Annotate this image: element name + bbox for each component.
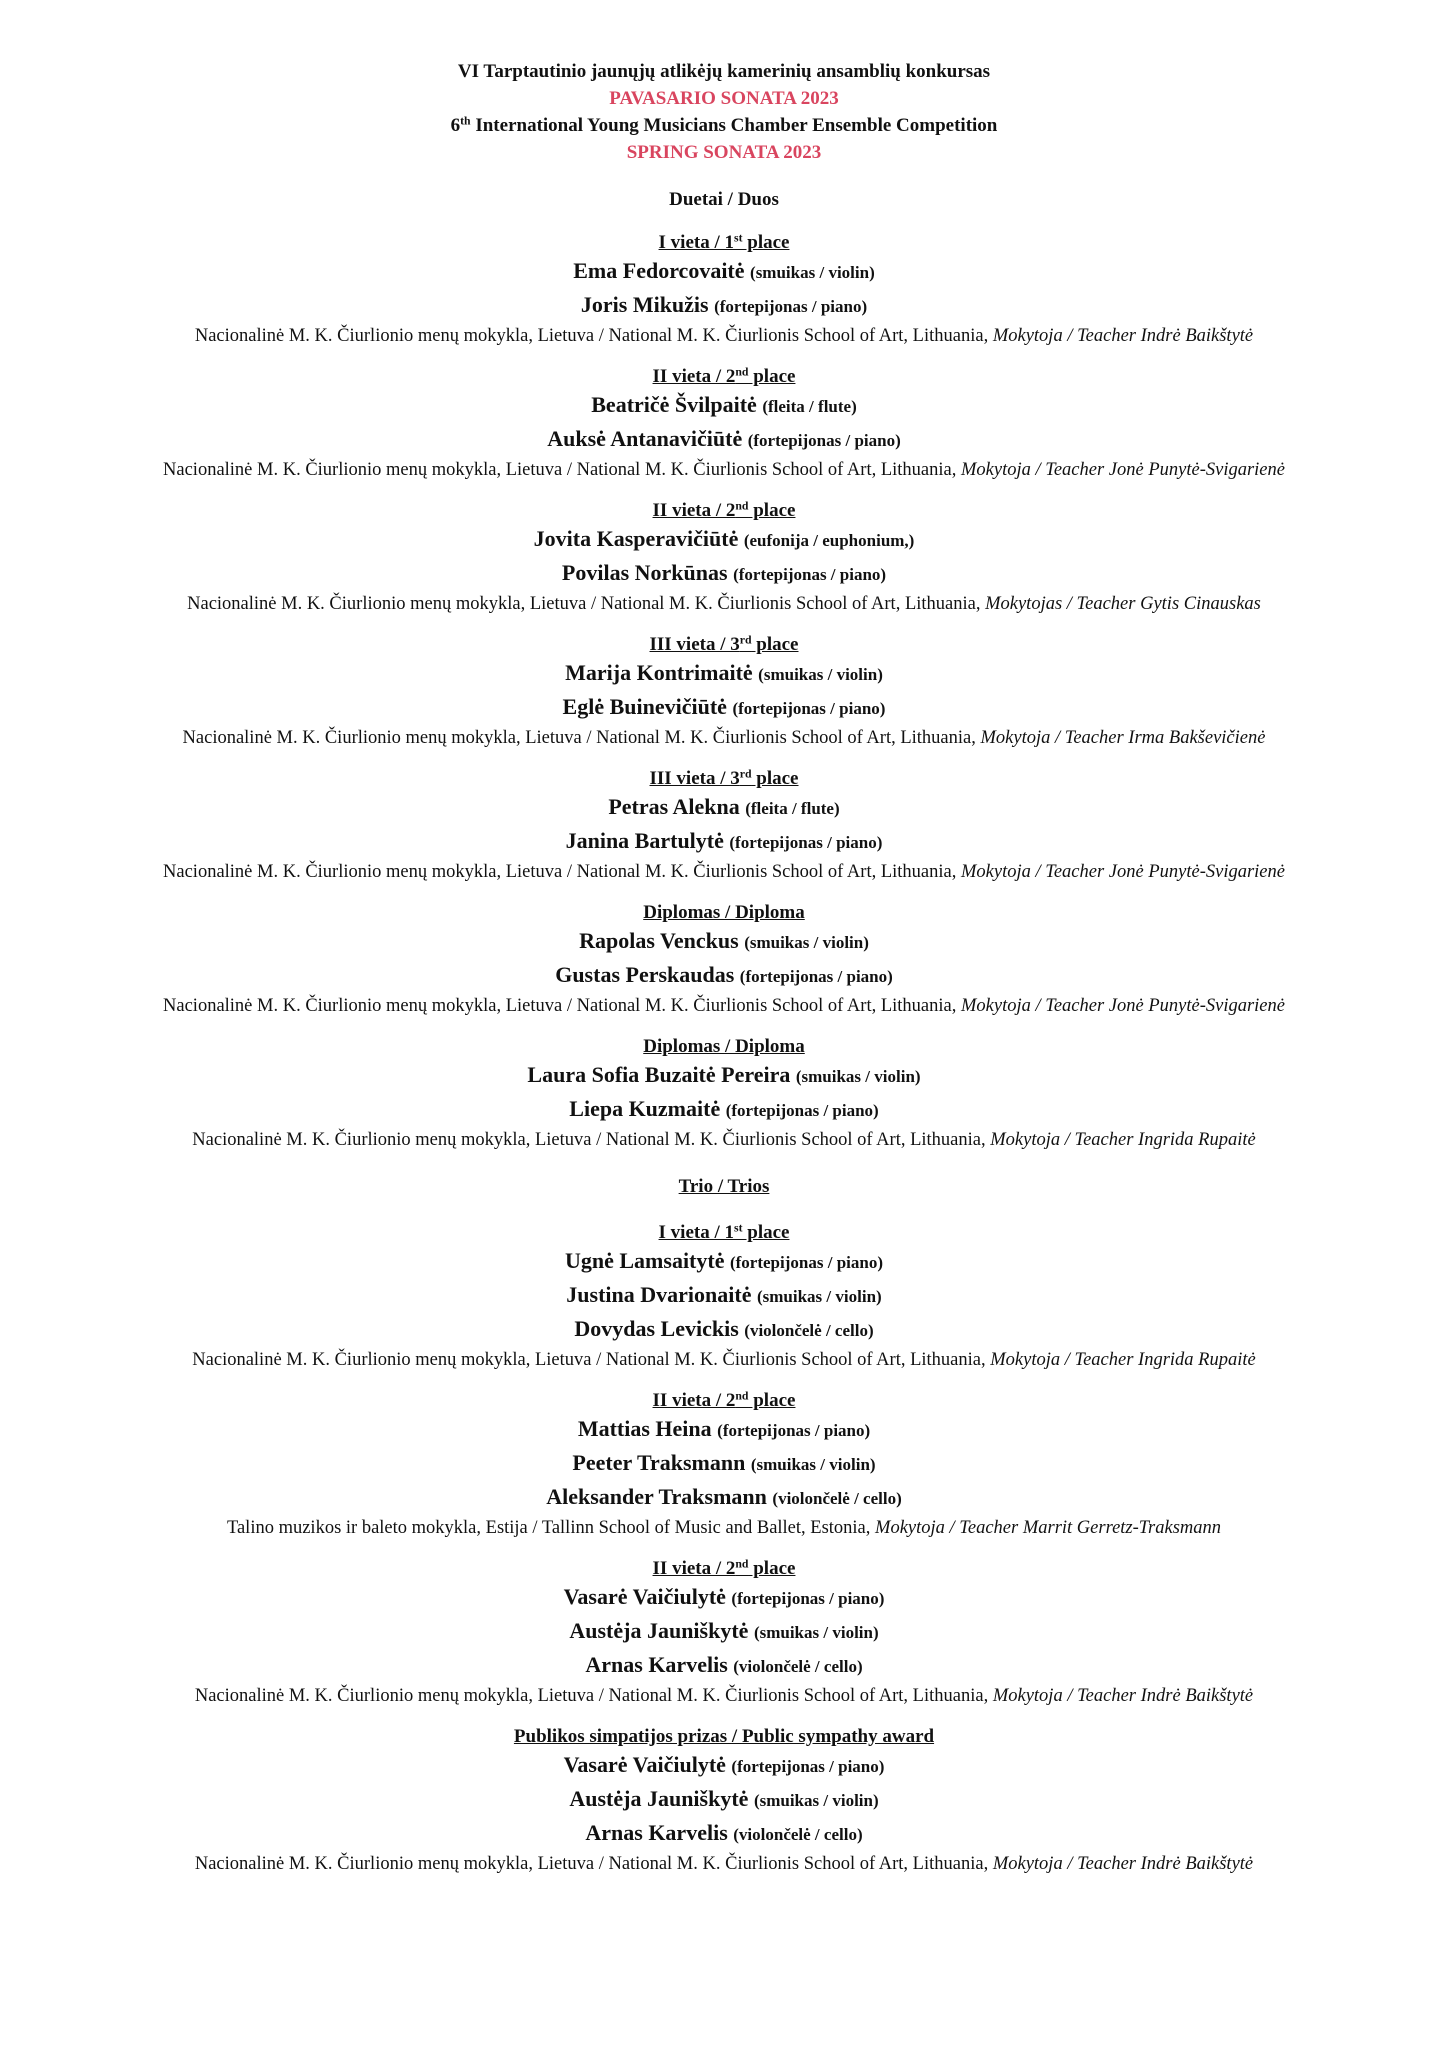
award-group [0,1725,1448,1877]
teacher-name: Mokytojas / Teacher Gytis Cinauskas [985,594,1261,614]
performer-line [0,1481,1448,1515]
teacher-name: Mokytoja / Teacher Ingrida Rupaitė [990,1350,1256,1370]
teacher-name: Mokytoja / Teacher Indrė Baikštytė [992,326,1254,346]
award-group [0,633,1448,751]
performer-line [0,825,1448,859]
award-place-suffix: st [734,231,743,245]
performer-line [0,1245,1448,1279]
performer-instrument: (fortepijonas / piano) [747,431,901,450]
teacher-name: Mokytoja / Teacher Irma Bakševičienė [980,728,1266,748]
school-name: Talino muzikos ir baleto mokykla, Estija / Tallinn School of Music and Ballet, Estonia, [226,1518,871,1538]
performer-name: Povilas Norkūnas [561,560,728,585]
award-group [0,499,1448,617]
award-place-heading [0,633,1448,657]
teacher-name: Mokytoja / Teacher Ingrida Rupaitė [990,1130,1256,1150]
performer-line [0,289,1448,323]
award-place-heading [0,1389,1448,1413]
award-place-word: place [742,1222,790,1243]
school-line [0,591,1448,617]
performer-name: Laura Sofia Buzaitė Pereira [527,1062,791,1087]
performer-instrument: (smuikas / violin) [744,933,869,952]
performer-name: Auksė Antanavičiūtė [547,426,743,451]
award-place-suffix: st [734,1221,743,1235]
award-place-text: II vieta / 2 [652,1390,736,1411]
award-place-word: place [748,366,796,387]
duos-award-list [0,231,1448,1153]
performer-line [0,389,1448,423]
performer-instrument: (violončelė / cello) [733,1825,863,1844]
award-place-word: place [748,1390,796,1411]
award-place-heading [0,499,1448,523]
teacher-name: Mokytoja / Teacher Marrit Gerretz-Traksmann [875,1518,1222,1538]
performer-name: Rapolas Venckus [579,928,739,953]
performer-line [0,1413,1448,1447]
school-name: Nacionalinė M. K. Čiurlionio menų mokykla, Lietuva / National M. K. Čiurlionis School of Art, Lithuania, [194,1686,989,1706]
header-title-lt: VI Tarptautinio jaunųjų atlikėjų kamerinių ansamblių konkursas [457,61,991,82]
section-heading-duos: Duetai / Duos [669,189,779,210]
header-title-en [0,112,1448,139]
performer-name: Gustas Perskaudas [555,962,735,987]
school-line [0,725,1448,751]
award-place-text: III vieta / 3 [649,768,740,789]
award-place-text: II vieta / 2 [652,1558,736,1579]
teacher-name: Mokytoja / Teacher Jonė Punytė-Svigarienė [960,460,1285,480]
performer-name: Austėja Jauniškytė [569,1618,749,1643]
award-place-word: place [751,634,799,655]
performer-name: Vasarė Vaičiulytė [563,1752,726,1777]
award-place-text: I vieta / 1 [658,1222,734,1243]
teacher-name: Mokytoja / Teacher Indrė Baikštytė [992,1686,1254,1706]
performer-instrument: (smuikas / violin) [753,1623,879,1642]
performer-instrument: (smuikas / violin) [756,1287,882,1306]
school-line [0,1515,1448,1541]
performer-instrument: (fortepijonas / piano) [729,1253,883,1272]
award-group [0,1389,1448,1541]
header-event-en: SPRING SONATA 2023 [626,142,822,163]
header-title-en-text: International Young Musicians Chamber Ensemble Competition [470,115,998,136]
award-place-heading [0,1035,1448,1059]
award-place-text: Diplomas / Diploma [643,902,805,923]
performer-instrument: (violončelė / cello) [772,1489,902,1508]
performer-line [0,523,1448,557]
performer-name: Vasarė Vaičiulytė [563,1584,726,1609]
performer-name: Peeter Traksmann [572,1450,746,1475]
header-event-lt: PAVASARIO SONATA 2023 [609,88,839,109]
performer-name: Ugnė Lamsaitytė [565,1248,725,1273]
award-place-heading [0,365,1448,389]
performer-name: Mattias Heina [577,1416,712,1441]
award-place-suffix: nd [735,1389,749,1403]
school-line [0,457,1448,483]
performer-line [0,959,1448,993]
school-line [0,1683,1448,1709]
award-place-text: II vieta / 2 [652,366,736,387]
award-place-suffix: rd [739,767,752,781]
performer-name: Dovydas Levickis [574,1316,739,1341]
performer-line [0,1783,1448,1817]
performer-name: Aleksander Traksmann [546,1484,767,1509]
performer-name: Beatričė Švilpaitė [591,392,757,417]
performer-instrument: (fortepijonas / piano) [733,565,887,584]
section-heading-trios: Trio / Trios [678,1176,770,1197]
performer-line [0,255,1448,289]
performer-instrument: (fortepijonas / piano) [739,967,893,986]
header-ordinal-suffix: th [460,114,471,128]
performer-line [0,1279,1448,1313]
school-line [0,859,1448,885]
performer-name: Ema Fedorcovaitė [573,258,745,283]
school-line [0,993,1448,1019]
award-place-heading [0,767,1448,791]
school-line [0,1347,1448,1373]
award-place-heading [0,1221,1448,1245]
performer-instrument: (smuikas / violin) [750,1455,876,1474]
performer-instrument: (eufonija / euphonium,) [743,531,915,550]
award-place-suffix: rd [739,633,752,647]
performer-name: Justina Dvarionaitė [566,1282,752,1307]
performer-line [0,657,1448,691]
performer-line [0,1313,1448,1347]
performer-instrument: (fortepijonas / piano) [717,1421,871,1440]
teacher-name: Mokytoja / Teacher Jonė Punytė-Svigarienė [960,996,1285,1016]
award-group [0,1557,1448,1709]
school-name: Nacionalinė M. K. Čiurlionio menų mokykla, Lietuva / National M. K. Čiurlionis School of Art, Lithuania, [192,1130,986,1150]
performer-line [0,691,1448,725]
header-ordinal-number: 6 [450,115,461,136]
award-place-heading [0,231,1448,255]
performer-line [0,1649,1448,1683]
performer-instrument: (smuikas / violin) [753,1791,879,1810]
award-group [0,231,1448,349]
performer-instrument: (fortepijonas / piano) [731,1589,885,1608]
performer-line [0,1817,1448,1851]
school-name: Nacionalinė M. K. Čiurlionio menų mokykla, Lietuva / National M. K. Čiurlionis School of Art, Lithuania, [163,862,957,882]
award-group [0,365,1448,483]
performer-line [0,1581,1448,1615]
school-name: Nacionalinė M. K. Čiurlionio menų mokykla, Lietuva / National M. K. Čiurlionis School of Art, Lithuania, [194,326,989,346]
school-name: Nacionalinė M. K. Čiurlionio menų mokykla, Lietuva / National M. K. Čiurlionis School of Art, Lithuania, [182,728,976,748]
performer-line [0,1615,1448,1649]
award-place-suffix: nd [735,365,749,379]
performer-name: Marija Kontrimaitė [565,660,753,685]
performer-instrument: (fortepijonas / piano) [725,1101,879,1120]
performer-line [0,423,1448,457]
performer-instrument: (fleita / flute) [745,799,840,818]
performer-name: Joris Mikužis [580,292,709,317]
award-place-text: III vieta / 3 [649,634,740,655]
school-line [0,1127,1448,1153]
award-group [0,767,1448,885]
school-name: Nacionalinė M. K. Čiurlionio menų mokykla, Lietuva / National M. K. Čiurlionis School of Art, Lithuania, [192,1350,986,1370]
trios-award-list [0,1221,1448,1877]
performer-name: Arnas Karvelis [585,1820,728,1845]
performer-line [0,1447,1448,1481]
award-group [0,901,1448,1019]
award-place-heading [0,901,1448,925]
performer-line [0,1093,1448,1127]
performer-name: Jovita Kasperavičiūtė [533,526,739,551]
performer-name: Liepa Kuzmaitė [569,1096,721,1121]
performer-instrument: (violončelė / cello) [733,1657,863,1676]
performer-name: Arnas Karvelis [585,1652,728,1677]
performer-instrument: (fortepijonas / piano) [729,833,883,852]
performer-name: Austėja Jauniškytė [569,1786,749,1811]
award-place-word: place [748,500,796,521]
award-place-word: place [748,1558,796,1579]
award-place-suffix: nd [735,1557,749,1571]
school-line [0,1851,1448,1877]
award-group [0,1035,1448,1153]
award-place-text: Diplomas / Diploma [643,1036,805,1057]
school-name: Nacionalinė M. K. Čiurlionio menų mokykla, Lietuva / National M. K. Čiurlionis School of Art, Lithuania, [163,996,957,1016]
performer-line [0,791,1448,825]
award-place-word: place [742,232,790,253]
school-name: Nacionalinė M. K. Čiurlionio menų mokykla, Lietuva / National M. K. Čiurlionis School of Art, Lithuania, [194,1854,989,1874]
school-line [0,323,1448,349]
teacher-name: Mokytoja / Teacher Indrė Baikštytė [992,1854,1254,1874]
performer-line [0,1749,1448,1783]
performer-instrument: (fortepijonas / piano) [731,1757,885,1776]
performer-instrument: (smuikas / violin) [758,665,883,684]
award-place-text: Publikos simpatijos prizas / Public sympathy award [513,1726,935,1747]
school-name: Nacionalinė M. K. Čiurlionio menų mokykla, Lietuva / National M. K. Čiurlionis School of Art, Lithuania, [187,594,981,614]
school-name: Nacionalinė M. K. Čiurlionio menų mokykla, Lietuva / National M. K. Čiurlionis School of Art, Lithuania, [163,460,957,480]
award-group [0,1221,1448,1373]
award-place-text: II vieta / 2 [652,500,736,521]
award-place-word: place [751,768,799,789]
performer-line [0,1059,1448,1093]
performer-name: Petras Alekna [608,794,740,819]
document-header [0,58,1448,166]
performer-name: Eglė Buinevičiūtė [562,694,727,719]
performer-instrument: (fortepijonas / piano) [732,699,886,718]
performer-instrument: (fleita / flute) [762,397,857,416]
award-place-heading [0,1557,1448,1581]
award-place-suffix: nd [735,499,749,513]
trios-section [0,1175,1448,1877]
performer-instrument: (fortepijonas / piano) [714,297,868,316]
performer-name: Janina Bartulytė [565,828,724,853]
performer-line [0,557,1448,591]
performer-instrument: (smuikas / violin) [750,263,875,282]
performer-instrument: (smuikas / violin) [795,1067,921,1086]
award-place-heading [0,1725,1448,1749]
performer-line [0,925,1448,959]
performer-instrument: (violončelė / cello) [744,1321,874,1340]
teacher-name: Mokytoja / Teacher Jonė Punytė-Svigarienė [960,862,1285,882]
award-place-text: I vieta / 1 [658,232,734,253]
